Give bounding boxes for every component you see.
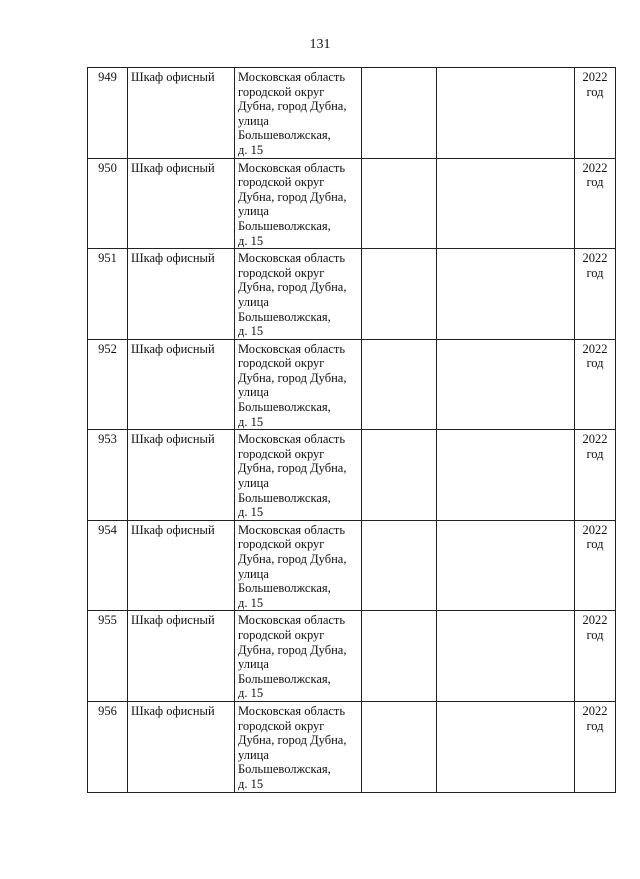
page-number: 131 <box>309 37 331 52</box>
table-row <box>88 68 616 159</box>
address-line: Московская область <box>238 432 346 447</box>
address-line: д. 15 <box>238 233 264 248</box>
item-name: Шкаф офисный <box>131 613 215 628</box>
year-value: 2022 <box>582 432 608 447</box>
address-line: Московская область <box>238 251 346 266</box>
item-name: Шкаф офисный <box>131 522 215 537</box>
row-number: 953 <box>98 432 117 447</box>
year-suffix: год <box>586 84 604 99</box>
item-name: Шкаф офисный <box>131 703 215 718</box>
address-line: Дубна, город Дубна, <box>238 99 347 114</box>
empty-cell <box>362 68 437 159</box>
address-line: Московская область <box>238 341 346 356</box>
address-line: городской округ <box>238 537 325 552</box>
item-name-cell <box>128 249 235 340</box>
address-line: Большеволжская, <box>238 671 331 686</box>
year-suffix: год <box>586 537 604 552</box>
row-number: 951 <box>98 251 117 266</box>
year-cell <box>575 158 616 249</box>
year-cell <box>575 430 616 521</box>
row-number-cell <box>88 701 128 792</box>
year-cell <box>575 611 616 702</box>
empty-cell <box>437 701 575 792</box>
empty-cell <box>437 339 575 430</box>
empty-cell <box>437 430 575 521</box>
address-line: улица <box>238 657 269 672</box>
address-line: Дубна, город Дубна, <box>238 189 347 204</box>
year-suffix: год <box>586 718 604 733</box>
address-line: Московская область <box>238 160 346 175</box>
address-line: городской округ <box>238 175 325 190</box>
row-number-cell <box>88 339 128 430</box>
address-line: улица <box>238 294 269 309</box>
table-body <box>88 68 616 793</box>
empty-cell <box>437 520 575 611</box>
address-line: городской округ <box>238 627 325 642</box>
address-line: Большеволжская, <box>238 309 331 324</box>
row-number: 950 <box>98 160 117 175</box>
address-line: Дубна, город Дубна, <box>238 642 347 657</box>
empty-cell <box>362 339 437 430</box>
empty-cell <box>437 158 575 249</box>
item-name-cell <box>128 430 235 521</box>
year-cell <box>575 520 616 611</box>
address-line: городской округ <box>238 446 325 461</box>
row-number: 949 <box>98 70 117 84</box>
address-line: городской округ <box>238 265 325 280</box>
address-cell <box>235 158 362 249</box>
address-cell <box>235 701 362 792</box>
empty-cell <box>362 701 437 792</box>
address-line: Большеволжская, <box>238 490 331 505</box>
year-value: 2022 <box>582 341 608 356</box>
item-name: Шкаф офисный <box>131 160 215 175</box>
address-line: Дубна, город Дубна, <box>238 733 347 748</box>
address-line: Большеволжская, <box>238 762 331 777</box>
address-line: городской округ <box>238 356 325 371</box>
row-number: 955 <box>98 613 117 628</box>
empty-cell <box>362 158 437 249</box>
year-cell <box>575 68 616 159</box>
year-cell <box>575 339 616 430</box>
year-value: 2022 <box>582 70 608 84</box>
empty-cell <box>437 68 575 159</box>
address-line: Дубна, город Дубна, <box>238 280 347 295</box>
address-cell <box>235 68 362 159</box>
address-line: Дубна, город Дубна, <box>238 461 347 476</box>
empty-cell <box>362 249 437 340</box>
item-name-cell <box>128 701 235 792</box>
year-value: 2022 <box>582 703 608 718</box>
year-suffix: год <box>586 175 604 190</box>
address-line: Большеволжская, <box>238 400 331 415</box>
address-line: улица <box>238 566 269 581</box>
row-number: 952 <box>98 341 117 356</box>
address-line: Большеволжская, <box>238 128 331 143</box>
address-line: улица <box>238 385 269 400</box>
address-line: городской округ <box>238 718 325 733</box>
row-number-cell <box>88 520 128 611</box>
table-row <box>88 158 616 249</box>
table-row <box>88 611 616 702</box>
address-line: д. 15 <box>238 324 264 339</box>
address-line: Дубна, город Дубна, <box>238 370 347 385</box>
address-line: улица <box>238 476 269 491</box>
address-line: Большеволжская, <box>238 581 331 596</box>
address-line: улица <box>238 113 269 128</box>
item-name: Шкаф офисный <box>131 251 215 266</box>
address-line: Московская область <box>238 703 346 718</box>
address-line: Дубна, город Дубна, <box>238 552 347 566</box>
year-suffix: год <box>586 627 604 642</box>
row-number: 954 <box>98 522 117 537</box>
row-number-cell <box>88 158 128 249</box>
property-registry-table <box>87 67 616 793</box>
year-value: 2022 <box>582 522 608 537</box>
address-line: улица <box>238 747 269 762</box>
address-line: д. 15 <box>238 505 264 520</box>
address-line: Большеволжская, <box>238 218 331 233</box>
address-line: городской округ <box>238 84 325 99</box>
empty-cell <box>362 430 437 521</box>
year-suffix: год <box>586 356 604 371</box>
item-name: Шкаф офисный <box>131 70 215 84</box>
table-row <box>88 249 616 340</box>
address-line: д. 15 <box>238 414 264 429</box>
table-row <box>88 701 616 792</box>
address-line: улица <box>238 204 269 219</box>
table-row <box>88 339 616 430</box>
year-value: 2022 <box>582 160 608 175</box>
address-cell <box>235 339 362 430</box>
row-number-cell <box>88 430 128 521</box>
address-line: Московская область <box>238 613 346 628</box>
year-value: 2022 <box>582 251 608 266</box>
row-number: 956 <box>98 703 117 718</box>
year-suffix: год <box>586 265 604 280</box>
item-name-cell <box>128 520 235 611</box>
item-name-cell <box>128 158 235 249</box>
year-cell <box>575 701 616 792</box>
year-cell <box>575 249 616 340</box>
row-number-cell <box>88 249 128 340</box>
address-cell <box>235 611 362 702</box>
row-number-cell <box>88 611 128 702</box>
empty-cell <box>362 611 437 702</box>
row-number-cell <box>88 68 128 159</box>
address-line: д. 15 <box>238 595 264 610</box>
item-name: Шкаф офисный <box>131 341 215 356</box>
item-name: Шкаф офисный <box>131 432 215 447</box>
address-line: д. 15 <box>238 142 264 157</box>
year-value: 2022 <box>582 613 608 628</box>
empty-cell <box>437 249 575 340</box>
item-name-cell <box>128 68 235 159</box>
address-cell <box>235 520 362 611</box>
table-row <box>88 520 616 611</box>
address-line: д. 15 <box>238 776 264 791</box>
table-row <box>88 430 616 521</box>
address-line: Московская область <box>238 522 346 537</box>
item-name-cell <box>128 611 235 702</box>
address-line: Московская область <box>238 70 346 84</box>
year-suffix: год <box>586 446 604 461</box>
empty-cell <box>362 520 437 611</box>
address-cell <box>235 249 362 340</box>
empty-cell <box>437 611 575 702</box>
address-line: д. 15 <box>238 686 264 701</box>
address-cell <box>235 430 362 521</box>
item-name-cell <box>128 339 235 430</box>
